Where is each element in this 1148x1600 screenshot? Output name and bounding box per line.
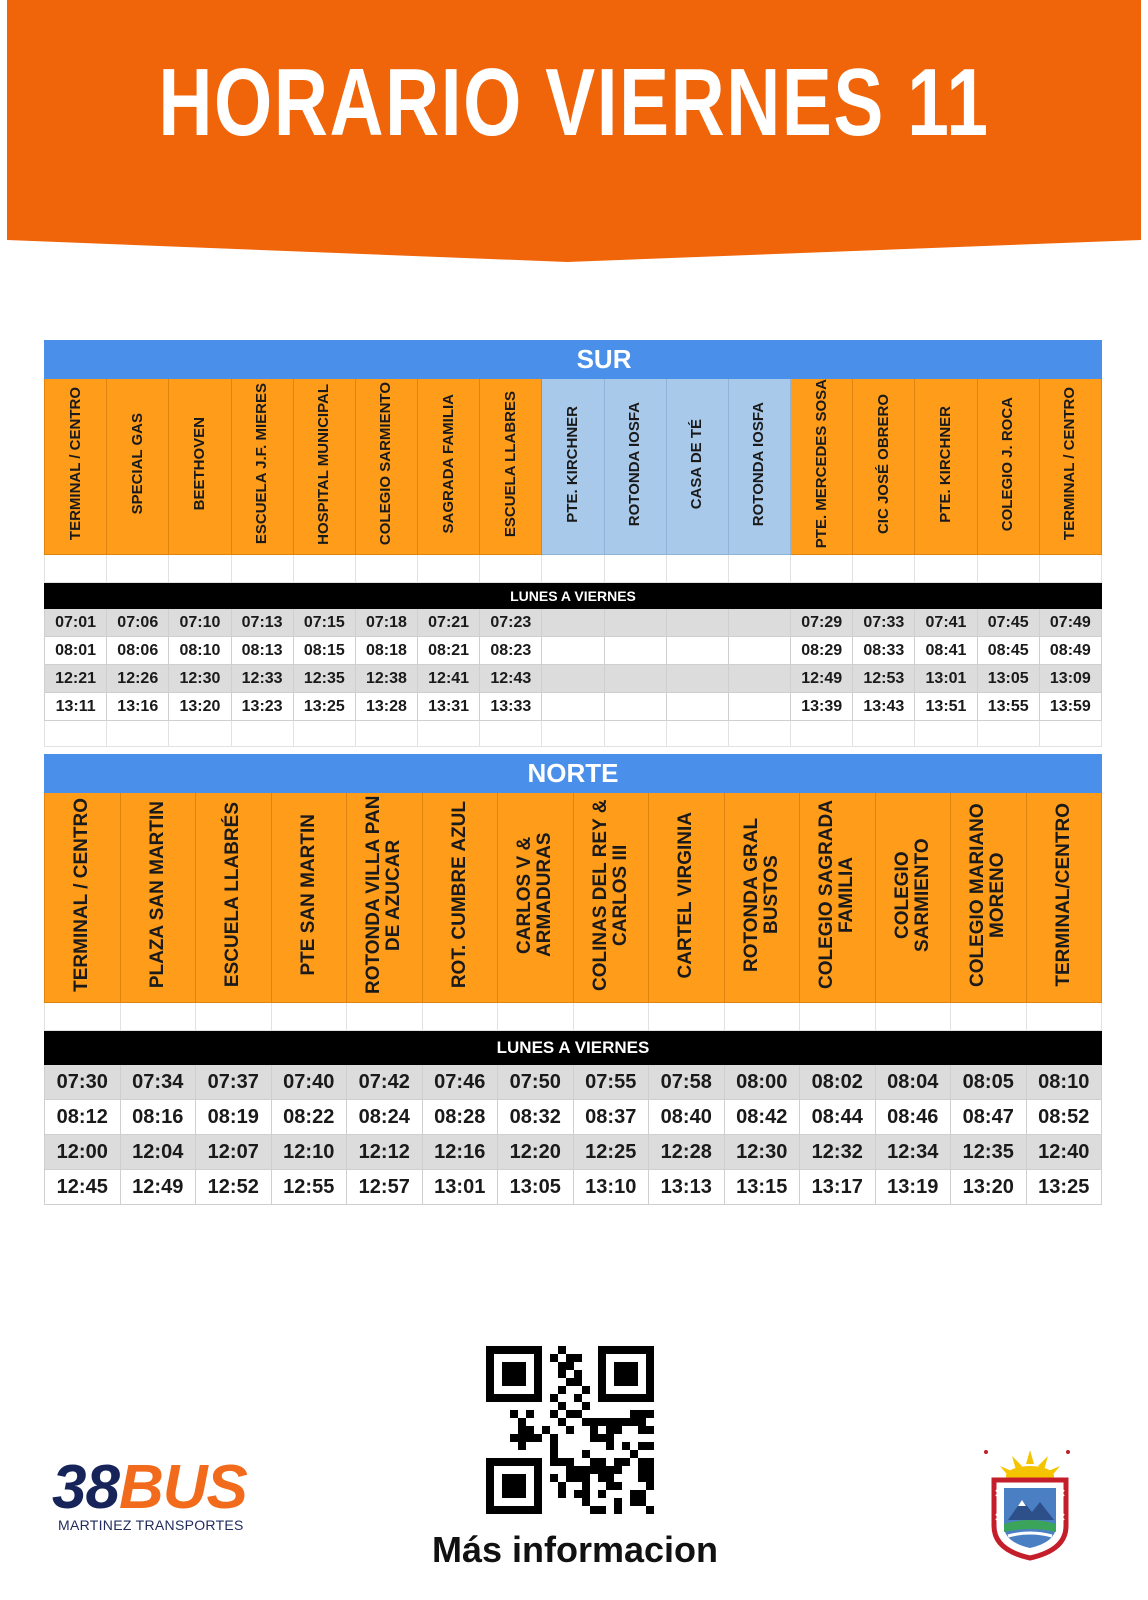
table-row: [45, 1135, 1102, 1170]
norte-time-cell: 12:34: [875, 1135, 951, 1170]
sur-bottom-cell: [791, 721, 853, 747]
sur-time-cell: 07:01: [45, 609, 107, 637]
norte-stop-name: COLEGIO MARIANO MORENO: [967, 803, 1009, 987]
norte-spacer-row: [45, 1003, 1102, 1031]
sur-time-cell: [666, 693, 728, 721]
sur-spacer-cell: [604, 555, 666, 583]
sur-stops-row: [45, 379, 1102, 555]
norte-time-cell: 08:24: [347, 1100, 423, 1135]
sur-spacer-cell: [480, 555, 542, 583]
sur-stop-header: [853, 379, 915, 555]
norte-time-cell: 12:32: [800, 1135, 876, 1170]
norte-stop-header: [271, 793, 347, 1003]
sur-stop-name: ROTONDA IOSFA: [750, 401, 768, 527]
sur-times: [45, 609, 1102, 721]
table-row: [45, 1100, 1102, 1135]
sur-bottom-cell: [107, 721, 169, 747]
sur-time-cell: [542, 609, 604, 637]
norte-time-cell: 13:17: [800, 1170, 876, 1205]
sur-stop-header: [418, 379, 480, 555]
norte-time-cell: 08:19: [196, 1100, 272, 1135]
norte-schedule-table: [44, 754, 1102, 1205]
sur-stop-name: COLEGIO SARMIENTO: [377, 382, 395, 546]
sur-spacer-cell: [293, 555, 355, 583]
sur-spacer-cell: [418, 555, 480, 583]
sur-time-cell: 12:30: [169, 665, 231, 693]
sur-bottom-cell: [231, 721, 293, 747]
sur-time-cell: 07:10: [169, 609, 231, 637]
norte-spacer-cell: [347, 1003, 423, 1031]
sur-bottom-cell: [666, 721, 728, 747]
sur-time-cell: 13:43: [853, 693, 915, 721]
norte-time-cell: 08:05: [951, 1065, 1027, 1100]
sur-time-cell: [542, 693, 604, 721]
norte-stop-header: [1026, 793, 1102, 1003]
sur-stop-name: PTE. MERCEDES SOSA: [812, 379, 830, 549]
norte-time-cell: 12:55: [271, 1170, 347, 1205]
sur-time-cell: [542, 665, 604, 693]
norte-stop-name: COLEGIO SARMIENTO: [891, 838, 933, 952]
sur-spacer-cell: [1039, 555, 1101, 583]
norte-stops-row: [45, 793, 1102, 1003]
brand-number: 38: [52, 1453, 119, 1522]
sur-bottom-cell: [169, 721, 231, 747]
sur-time-cell: 13:25: [293, 693, 355, 721]
sur-time-cell: 13:16: [107, 693, 169, 721]
sur-direction-cell: [1039, 341, 1101, 379]
sur-time-cell: 07:49: [1039, 609, 1101, 637]
sur-time-cell: 13:33: [480, 693, 542, 721]
norte-time-cell: 13:05: [498, 1170, 574, 1205]
norte-time-cell: 08:44: [800, 1100, 876, 1135]
norte-stop-header: [120, 793, 196, 1003]
sur-direction-cell: [791, 341, 853, 379]
sur-time-cell: 08:01: [45, 637, 107, 665]
sur-spacer-cell: [355, 555, 417, 583]
norte-time-cell: 08:52: [1026, 1100, 1102, 1135]
sur-stop-name: BEETHOVEN: [190, 417, 208, 511]
sur-direction-pad: [45, 341, 542, 379]
sur-time-cell: [604, 665, 666, 693]
sur-time-cell: [728, 693, 790, 721]
norte-spacer-cell: [951, 1003, 1027, 1031]
sur-stop-header: [977, 379, 1039, 555]
norte-time-cell: 12:45: [45, 1170, 121, 1205]
norte-direction-cell: [800, 755, 876, 793]
norte-stop-header: [347, 793, 423, 1003]
header-banner: [7, 0, 1141, 265]
qr-code-icon[interactable]: [486, 1346, 654, 1514]
sur-time-cell: [728, 637, 790, 665]
norte-time-cell: 13:13: [649, 1170, 725, 1205]
norte-stop-name: PLAZA SAN MARTIN: [146, 801, 168, 989]
sur-direction-cell: [728, 341, 790, 379]
sur-bottom-cell: [480, 721, 542, 747]
norte-stop-name: COLEGIO SAGRADA FAMILIA: [816, 800, 858, 990]
norte-stop-header: [800, 793, 876, 1003]
sur-stop-header: [355, 379, 417, 555]
norte-time-cell: 12:30: [724, 1135, 800, 1170]
sur-spacer-cell: [791, 555, 853, 583]
sur-stop-name: ROTONDA IOSFA: [626, 401, 644, 527]
sur-time-cell: 08:29: [791, 637, 853, 665]
sur-time-cell: 13:11: [45, 693, 107, 721]
sur-stop-name: COLEGIO J. ROCA: [999, 396, 1017, 532]
sur-direction-cell: [853, 341, 915, 379]
sur-time-cell: 12:26: [107, 665, 169, 693]
sur-time-cell: 08:41: [915, 637, 977, 665]
norte-time-cell: 08:40: [649, 1100, 725, 1135]
sur-time-cell: [666, 665, 728, 693]
norte-time-cell: 13:10: [573, 1170, 649, 1205]
sur-bottom-cell: [45, 721, 107, 747]
sur-spacer-row: [45, 555, 1102, 583]
norte-time-cell: 12:57: [347, 1170, 423, 1205]
sur-time-cell: 08:18: [355, 637, 417, 665]
sur-bottom-cell: [1039, 721, 1101, 747]
sur-stop-name: ESCUELA LLABRES: [501, 390, 519, 538]
sur-stop-header: [231, 379, 293, 555]
norte-time-cell: 08:02: [800, 1065, 876, 1100]
table-row: [45, 1170, 1102, 1205]
sur-time-cell: 13:23: [231, 693, 293, 721]
sur-time-cell: 07:06: [107, 609, 169, 637]
norte-direction-cell: [875, 755, 951, 793]
sur-time-cell: 13:05: [977, 665, 1039, 693]
norte-time-cell: 13:25: [1026, 1170, 1102, 1205]
norte-time-cell: 12:20: [498, 1135, 574, 1170]
norte-time-cell: 12:07: [196, 1135, 272, 1170]
sur-direction-row: [45, 341, 1102, 379]
sur-time-cell: 12:35: [293, 665, 355, 693]
norte-time-cell: 07:30: [45, 1065, 121, 1100]
sur-time-cell: 07:29: [791, 609, 853, 637]
sur-time-cell: 07:45: [977, 609, 1039, 637]
norte-stop-name: ROTONDA GRAL BUSTOS: [740, 817, 782, 973]
norte-time-cell: 13:20: [951, 1170, 1027, 1205]
sur-time-cell: 07:15: [293, 609, 355, 637]
sur-stop-name: PTE. KIRCHNER: [936, 405, 954, 523]
norte-spacer-cell: [271, 1003, 347, 1031]
norte-direction-row: [45, 755, 1102, 793]
sur-spacer-cell: [107, 555, 169, 583]
sur-spacer-cell: [728, 555, 790, 583]
norte-time-cell: 08:32: [498, 1100, 574, 1135]
sur-stop-name: SPECIAL GAS: [128, 413, 146, 515]
norte-time-cell: 08:28: [422, 1100, 498, 1135]
norte-stop-header: [724, 793, 800, 1003]
sur-stop-header: [169, 379, 231, 555]
sur-time-cell: [604, 609, 666, 637]
norte-spacer-cell: [422, 1003, 498, 1031]
sur-stop-name: SAGRADA FAMILIA: [439, 394, 457, 534]
brand-subtitle: MARTINEZ TRANSPORTES: [58, 1517, 244, 1533]
sur-spacer-cell: [45, 555, 107, 583]
qr-caption: Más informacion: [431, 1529, 719, 1570]
norte-time-cell: 12:00: [45, 1135, 121, 1170]
norte-stop-header: [196, 793, 272, 1003]
sur-spacer-cell: [169, 555, 231, 583]
sur-schedule-table: [44, 340, 1102, 747]
norte-stop-header: [875, 793, 951, 1003]
sur-bottom-cell: [728, 721, 790, 747]
sur-direction-title: SUR: [542, 341, 666, 379]
norte-time-cell: 07:34: [120, 1065, 196, 1100]
norte-spacer-cell: [120, 1003, 196, 1031]
norte-stop-name: CARTEL VIRGINIA: [675, 811, 697, 979]
norte-time-cell: 12:40: [1026, 1135, 1102, 1170]
norte-day-row: [45, 1031, 1102, 1065]
norte-spacer-cell: [196, 1003, 272, 1031]
norte-time-cell: 13:15: [724, 1170, 800, 1205]
sur-time-cell: 12:49: [791, 665, 853, 693]
norte-stop-header: [498, 793, 574, 1003]
norte-spacer-cell: [45, 1003, 121, 1031]
norte-spacer-cell: [649, 1003, 725, 1031]
norte-time-cell: 08:10: [1026, 1065, 1102, 1100]
norte-time-cell: 07:42: [347, 1065, 423, 1100]
sur-time-cell: 08:13: [231, 637, 293, 665]
sur-stop-header: [666, 379, 728, 555]
sur-time-cell: 13:01: [915, 665, 977, 693]
sur-spacer-cell: [853, 555, 915, 583]
sur-time-cell: 13:55: [977, 693, 1039, 721]
sur-time-cell: [666, 637, 728, 665]
sur-stop-name: HOSPITAL MUNICIPAL: [315, 383, 333, 545]
norte-time-cell: 07:50: [498, 1065, 574, 1100]
sur-bottom-spacer: [45, 721, 1102, 747]
norte-stop-name: COLINAS DEL REY & CARLOS III: [589, 799, 631, 991]
brand-word: BUS: [118, 1453, 247, 1522]
norte-time-cell: 08:47: [951, 1100, 1027, 1135]
norte-time-cell: 07:58: [649, 1065, 725, 1100]
sur-time-cell: [728, 665, 790, 693]
sur-stop-header: [604, 379, 666, 555]
table-row: [45, 693, 1102, 721]
sur-bottom-cell: [418, 721, 480, 747]
sur-time-cell: [604, 637, 666, 665]
sur-spacer-cell: [915, 555, 977, 583]
norte-stop-name: ESCUELA LLABRÉS: [222, 802, 244, 988]
norte-spacer-cell: [724, 1003, 800, 1031]
norte-stop-name: TERMINAL/CENTRO: [1052, 803, 1074, 987]
sur-time-cell: 12:53: [853, 665, 915, 693]
sur-time-cell: 07:13: [231, 609, 293, 637]
sur-stop-name: PTE. KIRCHNER: [563, 405, 581, 523]
sur-time-cell: [542, 637, 604, 665]
sur-time-cell: 08:45: [977, 637, 1039, 665]
sur-stop-name: TERMINAL / CENTRO: [66, 387, 84, 541]
norte-time-cell: 07:55: [573, 1065, 649, 1100]
sur-spacer-cell: [666, 555, 728, 583]
sur-stop-header: [728, 379, 790, 555]
sur-time-cell: 07:18: [355, 609, 417, 637]
sur-time-cell: 13:39: [791, 693, 853, 721]
norte-direction-title: NORTE: [498, 755, 649, 793]
norte-direction-pad: [45, 755, 498, 793]
norte-stop-name: PTE SAN MARTIN: [297, 814, 319, 976]
sur-time-cell: 13:59: [1039, 693, 1101, 721]
sur-bottom-cell: [915, 721, 977, 747]
sur-stop-header: [542, 379, 604, 555]
norte-spacer-cell: [875, 1003, 951, 1031]
norte-time-cell: 12:52: [196, 1170, 272, 1205]
sur-time-cell: 12:43: [480, 665, 542, 693]
norte-spacer-cell: [800, 1003, 876, 1031]
sur-time-cell: 07:23: [480, 609, 542, 637]
norte-stop-name: ROTONDA VILLA PAN DE AZUCAR: [363, 795, 405, 995]
sur-time-cell: 12:33: [231, 665, 293, 693]
norte-time-cell: 08:42: [724, 1100, 800, 1135]
sur-time-cell: 08:06: [107, 637, 169, 665]
norte-spacer-cell: [573, 1003, 649, 1031]
norte-stop-header: [45, 793, 121, 1003]
sur-time-cell: [604, 693, 666, 721]
table-row: [45, 609, 1102, 637]
norte-time-cell: 12:04: [120, 1135, 196, 1170]
sur-stop-header: [791, 379, 853, 555]
sur-stop-name: CASA DE TÉ: [688, 418, 706, 510]
norte-time-cell: 12:16: [422, 1135, 498, 1170]
norte-spacer-cell: [498, 1003, 574, 1031]
sur-stop-header: [293, 379, 355, 555]
sur-bottom-cell: [604, 721, 666, 747]
page-title: HORARIO VIERNES 11: [158, 49, 990, 156]
norte-time-cell: 08:00: [724, 1065, 800, 1100]
norte-time-cell: 12:49: [120, 1170, 196, 1205]
sur-spacer-cell: [977, 555, 1039, 583]
sur-stop-header: [915, 379, 977, 555]
norte-time-cell: 07:46: [422, 1065, 498, 1100]
norte-spacer-cell: [1026, 1003, 1102, 1031]
norte-time-cell: 12:12: [347, 1135, 423, 1170]
norte-stop-header: [649, 793, 725, 1003]
sur-time-cell: [728, 609, 790, 637]
sur-stop-name: TERMINAL / CENTRO: [1061, 387, 1079, 541]
norte-time-cell: 13:01: [422, 1170, 498, 1205]
norte-stop-name: ROT. CUMBRE AZUL: [448, 801, 470, 989]
sur-time-cell: 12:38: [355, 665, 417, 693]
sur-bottom-cell: [977, 721, 1039, 747]
norte-time-cell: 08:12: [45, 1100, 121, 1135]
norte-time-cell: 12:28: [649, 1135, 725, 1170]
sur-time-cell: 12:21: [45, 665, 107, 693]
sur-time-cell: 07:21: [418, 609, 480, 637]
norte-time-cell: 07:37: [196, 1065, 272, 1100]
norte-times: [45, 1065, 1102, 1205]
sur-stop-name: ESCUELA J.F. MIERES: [253, 383, 271, 545]
sur-time-cell: 13:28: [355, 693, 417, 721]
norte-stop-header: [951, 793, 1027, 1003]
sur-direction-cell: [977, 341, 1039, 379]
table-row: [45, 665, 1102, 693]
sur-spacer-cell: [542, 555, 604, 583]
sur-spacer-cell: [231, 555, 293, 583]
norte-stop-name: CARLOS V & ARMADURAS: [514, 832, 556, 958]
norte-stop-header: [573, 793, 649, 1003]
sur-direction-cell: [915, 341, 977, 379]
norte-time-cell: 08:04: [875, 1065, 951, 1100]
norte-time-cell: 12:35: [951, 1135, 1027, 1170]
sur-time-cell: 08:49: [1039, 637, 1101, 665]
sur-stop-header: [45, 379, 107, 555]
norte-stop-header: [422, 793, 498, 1003]
sur-time-cell: 08:23: [480, 637, 542, 665]
sur-time-cell: 08:15: [293, 637, 355, 665]
sur-direction-cell: [666, 341, 728, 379]
norte-direction-cell: [649, 755, 725, 793]
sur-time-cell: 08:21: [418, 637, 480, 665]
sur-time-cell: 07:41: [915, 609, 977, 637]
sur-stop-header: [107, 379, 169, 555]
table-row: [45, 637, 1102, 665]
sur-day-label: LUNES A VIERNES: [45, 583, 1102, 609]
norte-stop-name: TERMINAL / CENTRO: [71, 798, 93, 992]
sur-stop-name: CIC JOSÉ OBRERO: [874, 393, 892, 535]
municipal-crest-icon: [982, 1446, 1078, 1562]
brand-logo: [52, 1452, 272, 1552]
sur-bottom-cell: [542, 721, 604, 747]
norte-time-cell: 08:22: [271, 1100, 347, 1135]
sur-time-cell: 08:10: [169, 637, 231, 665]
norte-time-cell: 12:25: [573, 1135, 649, 1170]
sur-time-cell: [666, 609, 728, 637]
norte-direction-cell: [1026, 755, 1102, 793]
norte-time-cell: 12:10: [271, 1135, 347, 1170]
sur-time-cell: 13:20: [169, 693, 231, 721]
sur-bottom-cell: [293, 721, 355, 747]
sur-day-row: [45, 583, 1102, 609]
norte-time-cell: 08:46: [875, 1100, 951, 1135]
norte-time-cell: 13:19: [875, 1170, 951, 1205]
sur-bottom-cell: [853, 721, 915, 747]
sur-time-cell: 12:41: [418, 665, 480, 693]
sur-stop-header: [480, 379, 542, 555]
norte-time-cell: 07:40: [271, 1065, 347, 1100]
sur-stop-header: [1039, 379, 1101, 555]
sur-time-cell: 13:51: [915, 693, 977, 721]
norte-direction-cell: [951, 755, 1027, 793]
sur-time-cell: 08:33: [853, 637, 915, 665]
norte-time-cell: 08:16: [120, 1100, 196, 1135]
sur-time-cell: 13:31: [418, 693, 480, 721]
sur-bottom-cell: [355, 721, 417, 747]
table-row: [45, 1065, 1102, 1100]
sur-time-cell: 13:09: [1039, 665, 1101, 693]
brand-wordmark: [52, 1452, 272, 1523]
norte-day-label: LUNES A VIERNES: [45, 1031, 1102, 1065]
norte-direction-cell: [724, 755, 800, 793]
norte-time-cell: 08:37: [573, 1100, 649, 1135]
sur-time-cell: 07:33: [853, 609, 915, 637]
